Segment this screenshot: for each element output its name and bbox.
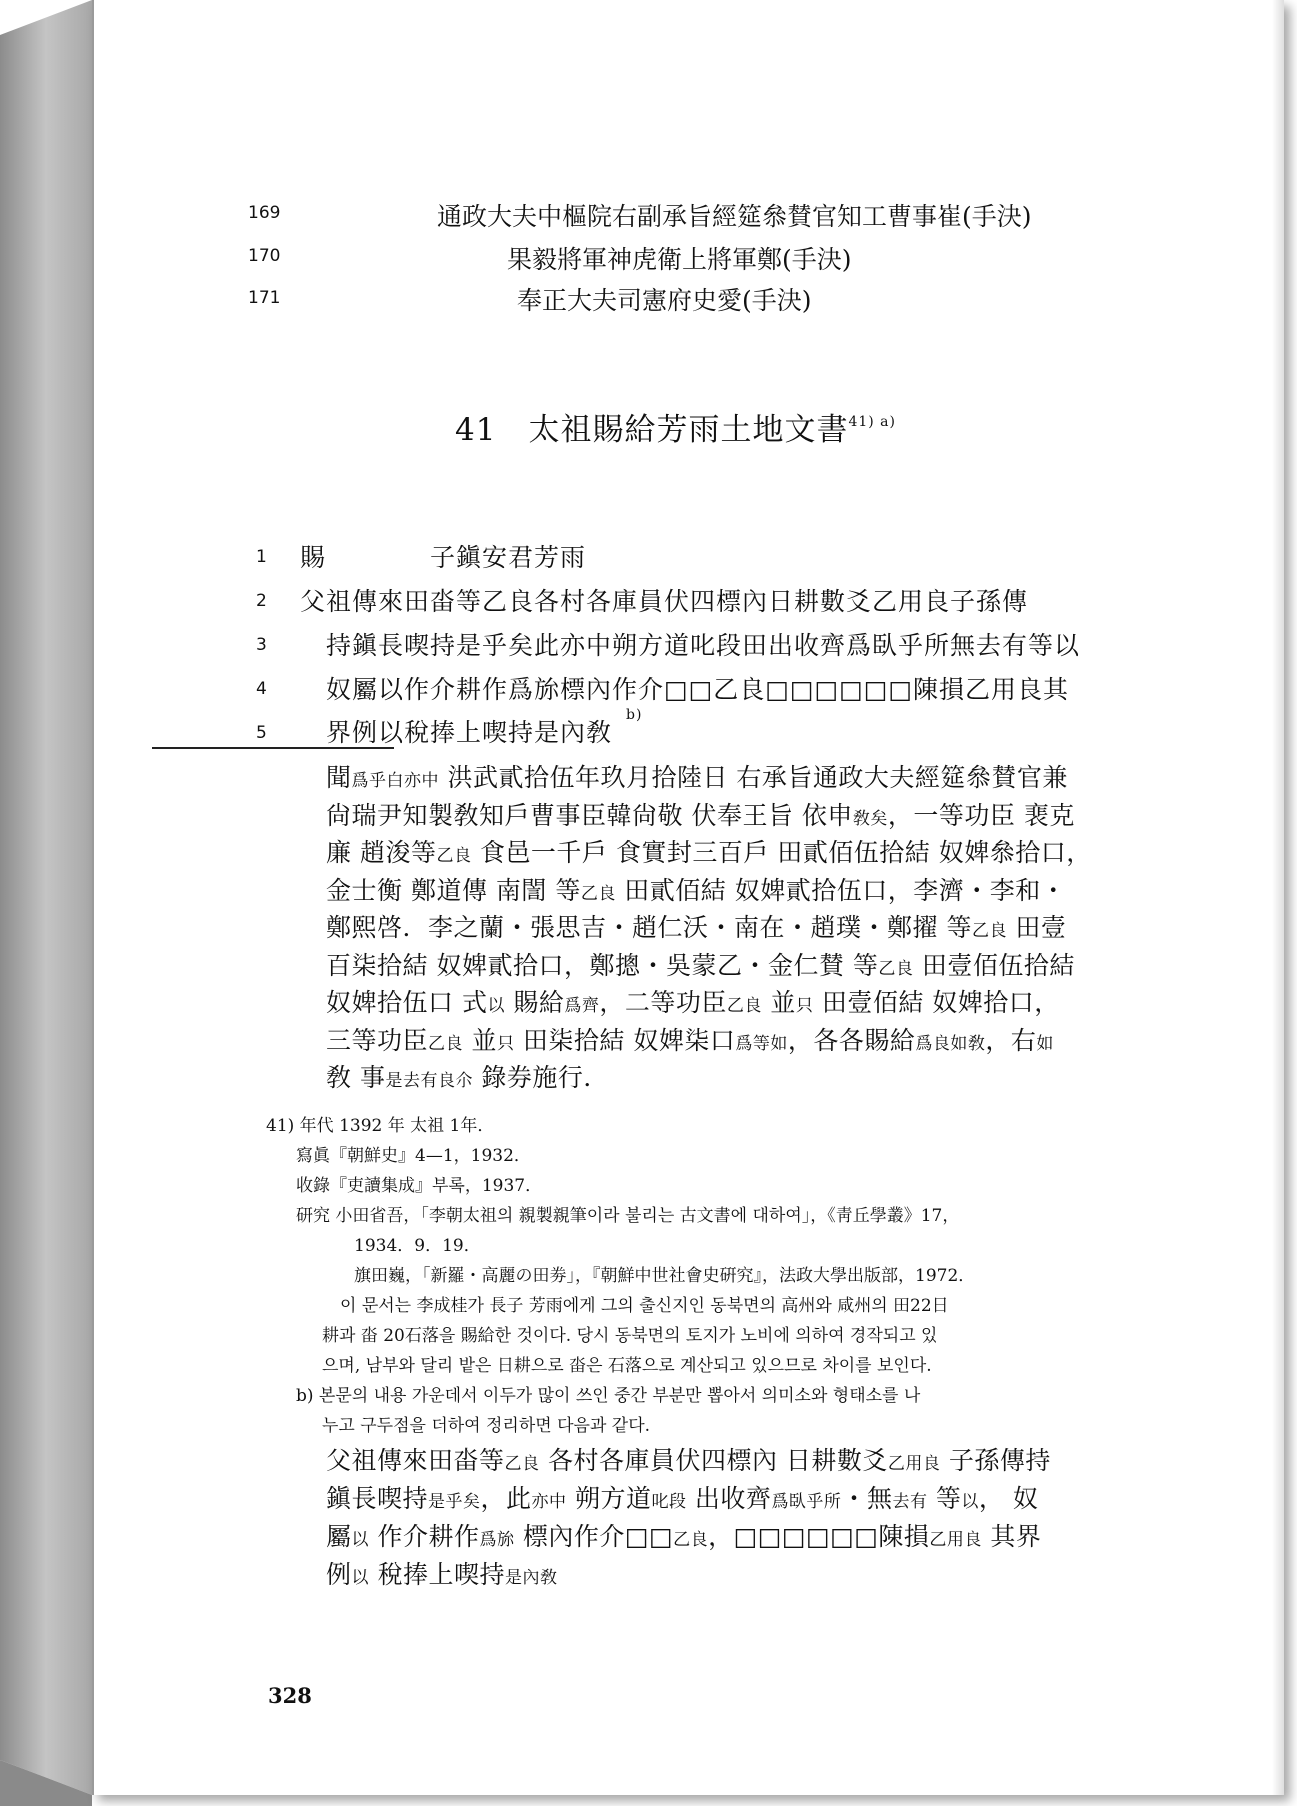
footnote-line: 이 문서는 李成桂가 長子 芳雨에게 그의 출신지인 동북면의 高州와 咸州의 田22日 xyxy=(340,1296,949,1316)
text-line xyxy=(326,1021,1054,1057)
text-line: 奴屬以作介耕作爲旀標內作介□□乙良□□□□□□陳損乙用良其 xyxy=(326,675,1069,704)
footnote-line: 寫眞『朝鮮史』4—1，1932． xyxy=(296,1146,531,1166)
idu-suffix: 是去有良尒 xyxy=(385,1071,473,1091)
idu-suffix: 乙良 xyxy=(580,883,616,904)
idu-suffix: 爲旀 xyxy=(479,1530,515,1550)
page-number: 328 xyxy=(268,1683,312,1708)
line-number: 1 xyxy=(256,547,267,567)
signature-line: 通政大夫中樞院右副承旨經筵叅賛官知工曹事崔(手決) xyxy=(437,202,1032,231)
signature-line: 奉正大夫司憲府史愛(手決) xyxy=(517,286,812,315)
text-segment: 朔方道 xyxy=(566,1484,652,1513)
idu-suffix: 乙良 xyxy=(878,958,914,979)
footnote-line: 1934．9．19． xyxy=(354,1236,481,1256)
heading-number: 41 xyxy=(455,412,497,448)
text-line: 持鎭長喫持是乎矣此亦中朔方道叱段田出收齊爲臥乎所無去有等以 xyxy=(326,631,1081,660)
line-number: 171 xyxy=(248,288,281,308)
footnote-line: 收錄『吏讀集成』부록，1937． xyxy=(296,1176,543,1196)
footnote-ref: b) xyxy=(626,707,643,723)
text-segment: 稅捧上喫持 xyxy=(369,1560,505,1589)
text-line xyxy=(326,1555,557,1591)
line-number: 2 xyxy=(256,591,267,611)
text-segment: 百柒拾結 奴婢貳拾口，鄭摠・吳蒙乙・金仁賛 等 xyxy=(326,950,879,980)
text-segment: 標內作介□□ xyxy=(514,1522,674,1551)
text-segment: 廉 趙浚等 xyxy=(326,838,437,867)
idu-suffix: 乙良 xyxy=(504,1454,540,1474)
text-segment: 子孫傳持 xyxy=(940,1446,1051,1475)
idu-suffix: 乙良 xyxy=(436,846,472,866)
text-segment: ，一等功臣 裵克 xyxy=(887,800,1075,830)
text-segment: 田壹佰結 奴婢拾口， xyxy=(813,988,1060,1017)
idu-suffix: 爲等如 xyxy=(735,1033,788,1054)
text-line xyxy=(326,1517,1041,1553)
text-segment: 尙瑞尹知製敎知戶曹事臣韓尙敬 伏奉王旨 依申 xyxy=(326,800,853,830)
text-segment: ， 奴 xyxy=(978,1484,1039,1513)
text-segment: 敎 事 xyxy=(326,1063,386,1092)
heading-title: 太祖賜給芳雨土地文書 xyxy=(528,412,849,448)
idu-suffix: 敎矣 xyxy=(852,808,888,829)
text-segment: 出收齊 xyxy=(686,1484,772,1513)
text-segment: 各村各庫員伏四標內 日耕數爻 xyxy=(539,1446,888,1475)
line-number: 170 xyxy=(248,246,281,266)
idu-suffix: 以 xyxy=(487,996,505,1016)
text-segment: ，二等功臣 xyxy=(599,988,727,1017)
text-line xyxy=(326,1058,609,1094)
idu-suffix: 是乎矣 xyxy=(428,1492,481,1512)
idu-suffix: 爲齊 xyxy=(564,996,600,1016)
text-segment: 並 xyxy=(761,988,796,1017)
footnote-line: 研究 小田省吾，「李朝太祖의 親製親筆이라 불리는 古文書에 대하여」，《靑丘學叢》17， xyxy=(296,1206,960,1226)
idu-suffix: 爲良如敎 xyxy=(915,1033,986,1054)
text-segment: 奴婢拾伍口 式 xyxy=(326,988,488,1017)
text-segment: ，此 xyxy=(480,1484,532,1513)
text-segment: 田壹佰伍拾結 xyxy=(913,950,1075,980)
footnote-line: 누고 구두점을 더하여 정리하면 다음과 같다. xyxy=(322,1416,651,1436)
signature-line: 果毅將軍神虎衛上將軍鄭(手決) xyxy=(507,245,852,274)
footnote-line: 으며, 남부와 달리 밭은 日耕으로 畓은 石落으로 계산되고 있으므로 차이를 보인다. xyxy=(322,1356,932,1376)
text-line xyxy=(326,946,1075,982)
idu-suffix: 只 xyxy=(795,996,814,1016)
line-number: 169 xyxy=(248,203,281,223)
text-segment: 田壹 xyxy=(1006,913,1067,942)
text-line xyxy=(326,833,1092,869)
idu-suffix: 乙用良 xyxy=(887,1454,941,1474)
text-segment: 並 xyxy=(463,1025,497,1055)
text-segment: 賜給 xyxy=(504,988,565,1017)
text-line xyxy=(326,871,1066,907)
idu-suffix: 以 xyxy=(351,1568,370,1588)
text-segment: 作介耕作 xyxy=(369,1522,480,1551)
idu-suffix: 乙良 xyxy=(971,921,1007,941)
text-segment: 三等功臣 xyxy=(326,1025,429,1055)
heading-note-ref: 41) a) xyxy=(848,414,896,430)
footnote-line: 耕과 畓 20石落을 賜給한 것이다. 당시 동북면의 토지가 노비에 의하여 경작되고 있 xyxy=(322,1326,938,1346)
idu-suffix: 爲乎白亦中 xyxy=(351,771,440,791)
text-segment: 洪武貳拾伍年玖月拾陸日 右承旨通政大夫經筵叅賛官兼 xyxy=(439,763,1068,792)
text-segment: 屬 xyxy=(326,1522,352,1551)
text-line xyxy=(326,983,1060,1019)
idu-suffix: 乙用良 xyxy=(929,1530,982,1550)
text-segment: 父祖傳來田畓等 xyxy=(326,1446,505,1475)
document-heading xyxy=(455,404,896,449)
text-segment: 例 xyxy=(326,1560,352,1589)
text-segment: 金士衡 鄭道傳 南誾 等 xyxy=(326,875,581,905)
idu-suffix: 乙良 xyxy=(726,996,762,1016)
idu-suffix: 以 xyxy=(351,1530,370,1550)
text-line xyxy=(326,796,1075,832)
line-number: 3 xyxy=(256,635,267,655)
text-line xyxy=(326,1479,1038,1515)
text-segment: ，右 xyxy=(985,1025,1037,1055)
text-segment: 田貳佰結 奴婢貳拾伍口，李濟・李和・ xyxy=(615,875,1067,905)
text-segment: 等 xyxy=(927,1484,962,1513)
text-segment: 錄券施行． xyxy=(472,1063,609,1092)
line-number: 4 xyxy=(256,679,267,699)
idu-suffix: 以 xyxy=(961,1492,979,1512)
idu-suffix: 去有 xyxy=(892,1492,928,1512)
idu-suffix: 叱段 xyxy=(651,1492,687,1512)
text-line: 賜 子鎭安君芳雨 xyxy=(300,543,587,572)
text-segment: 鄭熙啓．李之蘭・張思吉・趙仁沃・南在・趙璞・鄭擢 等 xyxy=(326,913,972,942)
text-segment: 田柒拾結 奴婢柒口 xyxy=(514,1025,736,1055)
text-segment: ，□□□□□□陳損 xyxy=(708,1522,930,1551)
idu-suffix: 乙良 xyxy=(428,1033,464,1054)
text-line: 界例以稅捧上喫持是內敎 xyxy=(326,718,613,747)
line-number: 5 xyxy=(256,723,267,743)
footnote-line: b) 본문의 내용 가운데서 이두가 많이 쓰인 중간 부분만 뽑아서 의미소와 형태소를 나 xyxy=(296,1386,921,1406)
text-segment: 鎭長喫持 xyxy=(326,1484,429,1513)
text-segment: 聞 xyxy=(326,763,352,792)
text-line xyxy=(326,758,1068,794)
text-line: 父祖傳來田畓等乙良各村各庫員伏四標內日耕數爻乙用良子孫傳 xyxy=(300,587,1029,616)
text-segment: 其界 xyxy=(981,1522,1042,1551)
page-edge-shadow xyxy=(1272,0,1284,1795)
footnote-line: 旗田巍，「新羅・高麗の田劵」，『朝鮮中世社會史硏究』，法政大學出版部，1972． xyxy=(354,1266,976,1286)
footnote-line: 41) 年代 1392 年 太祖 1年． xyxy=(266,1116,495,1136)
text-segment: 食邑一千戶 食實封三百戶 田貳佰伍拾結 奴婢叅拾口， xyxy=(471,838,1092,867)
text-segment: ・無 xyxy=(841,1484,893,1513)
idu-suffix: 乙良 xyxy=(673,1530,709,1550)
idu-suffix: 亦中 xyxy=(531,1492,567,1512)
idu-suffix: 是內敎 xyxy=(504,1568,558,1588)
idu-suffix: 只 xyxy=(496,1033,515,1054)
text-line xyxy=(326,1441,1051,1477)
idu-suffix: 爲臥乎所 xyxy=(771,1492,842,1512)
idu-suffix: 如 xyxy=(1036,1033,1054,1054)
text-line xyxy=(326,908,1066,944)
text-segment: ，各各賜給 xyxy=(787,1025,916,1055)
section-divider xyxy=(152,747,394,749)
